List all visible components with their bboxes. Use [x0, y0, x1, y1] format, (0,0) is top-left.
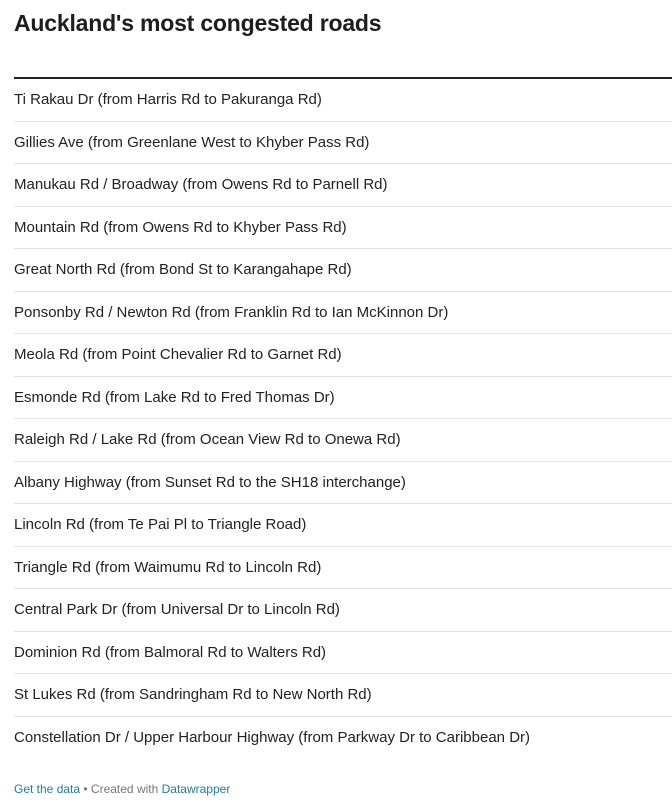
- table-row: Ti Rakau Dr (from Harris Rd to Pakuranga Rd): [14, 79, 672, 122]
- footer-credit-text: • Created with: [80, 782, 162, 796]
- chart-footer: [14, 781, 230, 797]
- get-the-data-link[interactable]: Get the data: [14, 782, 81, 796]
- table-row: Constellation Dr / Upper Harbour Highway (from Parkway Dr to Caribbean Dr): [14, 729, 531, 747]
- table-row: Meola Rd (from Point Chevalier Rd to Garnet Rd): [14, 334, 672, 377]
- table-row: St Lukes Rd (from Sandringham Rd to New North Rd): [14, 674, 672, 717]
- table-row: Dominion Rd (from Balmoral Rd to Walters Rd): [14, 632, 672, 675]
- table-row: Lincoln Rd (from Te Pai Pl to Triangle Road): [14, 504, 672, 547]
- roads-table: [14, 77, 672, 759]
- table-row: Esmonde Rd (from Lake Rd to Fred Thomas Dr): [14, 377, 672, 420]
- table-row: Ponsonby Rd / Newton Rd (from Franklin Rd to Ian McKinnon Dr): [14, 292, 672, 335]
- table-row: Manukau Rd / Broadway (from Owens Rd to Parnell Rd): [14, 164, 672, 207]
- table-row: Mountain Rd (from Owens Rd to Khyber Pass Rd): [14, 207, 672, 250]
- table-row: Albany Highway (from Sunset Rd to the SH18 interchange): [14, 462, 672, 505]
- table-row: Triangle Rd (from Waimumu Rd to Lincoln Rd): [14, 547, 672, 590]
- chart-title: Auckland's most congested roads: [14, 10, 382, 36]
- table-row: Gillies Ave (from Greenlane West to Khyber Pass Rd): [14, 122, 672, 165]
- table-row: Central Park Dr (from Universal Dr to Lincoln Rd): [14, 589, 672, 632]
- table-row: Raleigh Rd / Lake Rd (from Ocean View Rd to Onewa Rd): [14, 419, 672, 462]
- datawrapper-link[interactable]: Datawrapper: [161, 782, 231, 796]
- table-row: Great North Rd (from Bond St to Karangahape Rd): [14, 249, 672, 292]
